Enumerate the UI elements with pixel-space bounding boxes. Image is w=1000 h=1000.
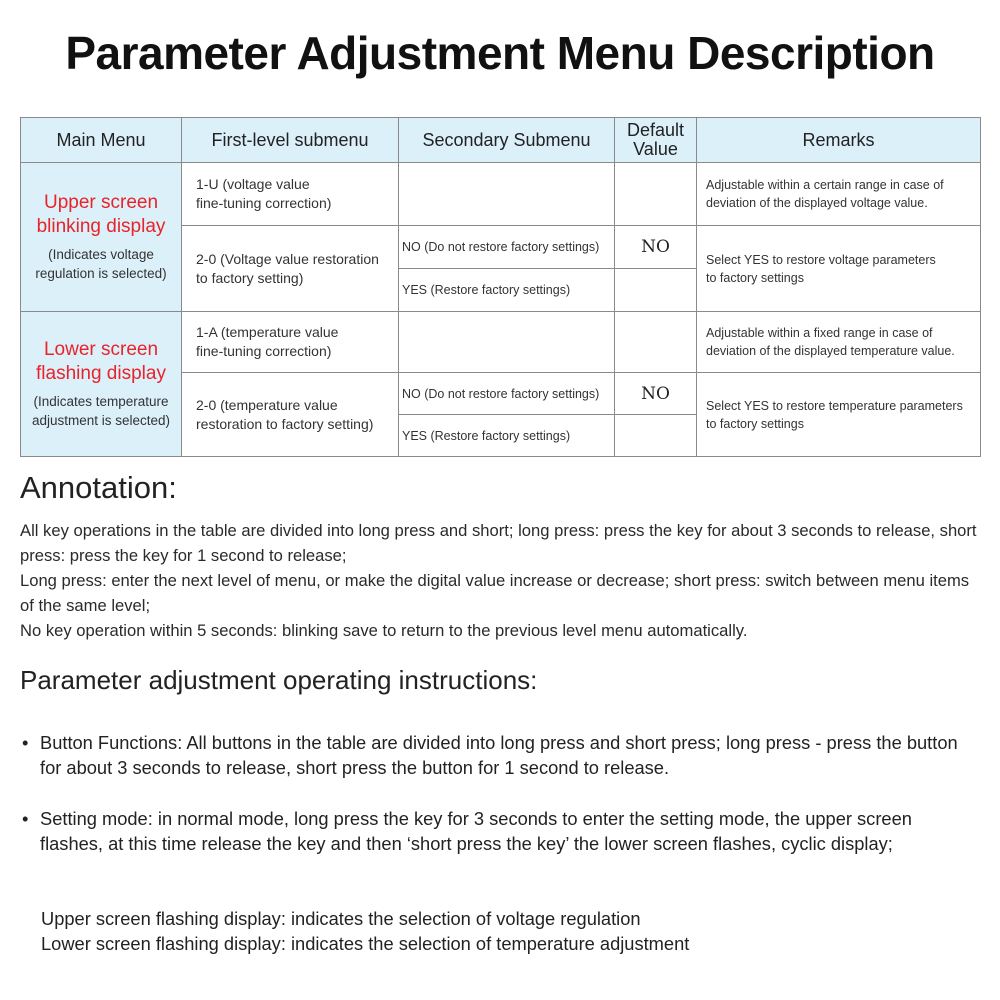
default-empty-cell <box>615 269 697 312</box>
main-menu-note: (Indicates temperature adjustment is selected) <box>31 394 171 428</box>
table-row <box>21 312 981 373</box>
first-level-item-1u: 1-U (voltage value fine-tuning correction) <box>182 163 399 226</box>
parameter-menu-table <box>20 117 981 457</box>
first-level-item-2-0-temperature: 2-0 (temperature value restoration to factory setting) <box>182 373 399 457</box>
instructions-heading: Parameter adjustment operating instructions: <box>20 665 538 695</box>
first-level-item-1a: 1-A (temperature value fine-tuning correction) <box>182 312 399 373</box>
annotation-heading: Annotation: <box>20 470 177 505</box>
header-default-line1: Default <box>626 120 685 140</box>
bullet-icon: • <box>22 732 29 753</box>
secondary-option-yes: YES (Restore factory settings) <box>399 415 615 457</box>
table-row <box>21 163 981 226</box>
instruction-extra-notes <box>41 906 971 956</box>
first-level-item-2-0-voltage: 2-0 (Voltage value restoration to factory setting) <box>182 226 399 312</box>
secondary-option-no: NO (Do not restore factory settings) <box>399 373 615 415</box>
instruction-bullet-text: Setting mode: in normal mode, long press the key for 3 seconds to enter the setting mode, the upper screen flashes, at this time release the key and then ‘short press the key’ the lower screen flashes, cyclic display; <box>40 808 912 854</box>
remark-voltage-restore: Select YES to restore voltage parameters to factory settings <box>697 226 981 312</box>
secondary-option-no: NO (Do not restore factory settings) <box>399 226 615 269</box>
header-first-level-submenu: First-level submenu <box>182 118 399 163</box>
secondary-option-yes: YES (Restore factory settings) <box>399 269 615 312</box>
bullet-icon: • <box>22 808 29 829</box>
default-value-no: NO <box>615 226 697 269</box>
main-menu-title: Upper screen blinking display <box>36 192 166 237</box>
header-secondary-submenu: Secondary Submenu <box>399 118 615 163</box>
remark-voltage-adjust: Adjustable within a certain range in case of deviation of the displayed voltage value. <box>697 163 981 226</box>
table-header-row <box>21 118 981 163</box>
instruction-extra-line: Upper screen flashing display: indicates the selection of voltage regulation <box>41 908 641 929</box>
instruction-bullet-item <box>20 806 970 856</box>
main-menu-note: (Indicates voltage regulation is selected) <box>35 247 167 281</box>
default-empty-cell <box>615 415 697 457</box>
default-empty-cell <box>615 163 697 226</box>
instruction-bullet-text: Button Functions: All buttons in the table are divided into long press and short press; long press - press the button for about 3 seconds to release, short press the button for 1 second to release. <box>40 732 958 778</box>
remark-temperature-adjust: Adjustable within a fixed range in case of deviation of the displayed temperature value. <box>697 312 981 373</box>
default-value-no: NO <box>615 373 697 415</box>
secondary-empty-cell <box>399 312 615 373</box>
main-menu-upper-screen <box>21 163 182 312</box>
main-menu-title: Lower screen flashing display <box>36 339 166 384</box>
header-remarks: Remarks <box>697 118 981 163</box>
annotation-line: All key operations in the table are divided into long press and short; long press: press the key for about 3 seconds to release, short press: press the key for 1 second to release; <box>20 521 977 565</box>
secondary-empty-cell <box>399 163 615 226</box>
instruction-extra-line: Lower screen flashing display: indicates the selection of temperature adjustment <box>41 933 690 954</box>
header-default-value <box>615 118 697 163</box>
header-default-line2: Value <box>633 139 678 159</box>
instruction-bullet-item <box>20 730 970 780</box>
annotation-line: Long press: enter the next level of menu, or make the digital value increase or decrease; short press: switch between menu items of the same level; <box>20 571 970 615</box>
remark-temperature-restore: Select YES to restore temperature parameters to factory settings <box>697 373 981 457</box>
page-title: Parameter Adjustment Menu Description <box>65 27 935 79</box>
annotation-body <box>20 518 985 643</box>
annotation-line: No key operation within 5 seconds: blinking save to return to the previous level menu automatically. <box>20 621 748 640</box>
default-empty-cell <box>615 312 697 373</box>
main-menu-lower-screen <box>21 312 182 457</box>
header-main-menu: Main Menu <box>21 118 182 163</box>
